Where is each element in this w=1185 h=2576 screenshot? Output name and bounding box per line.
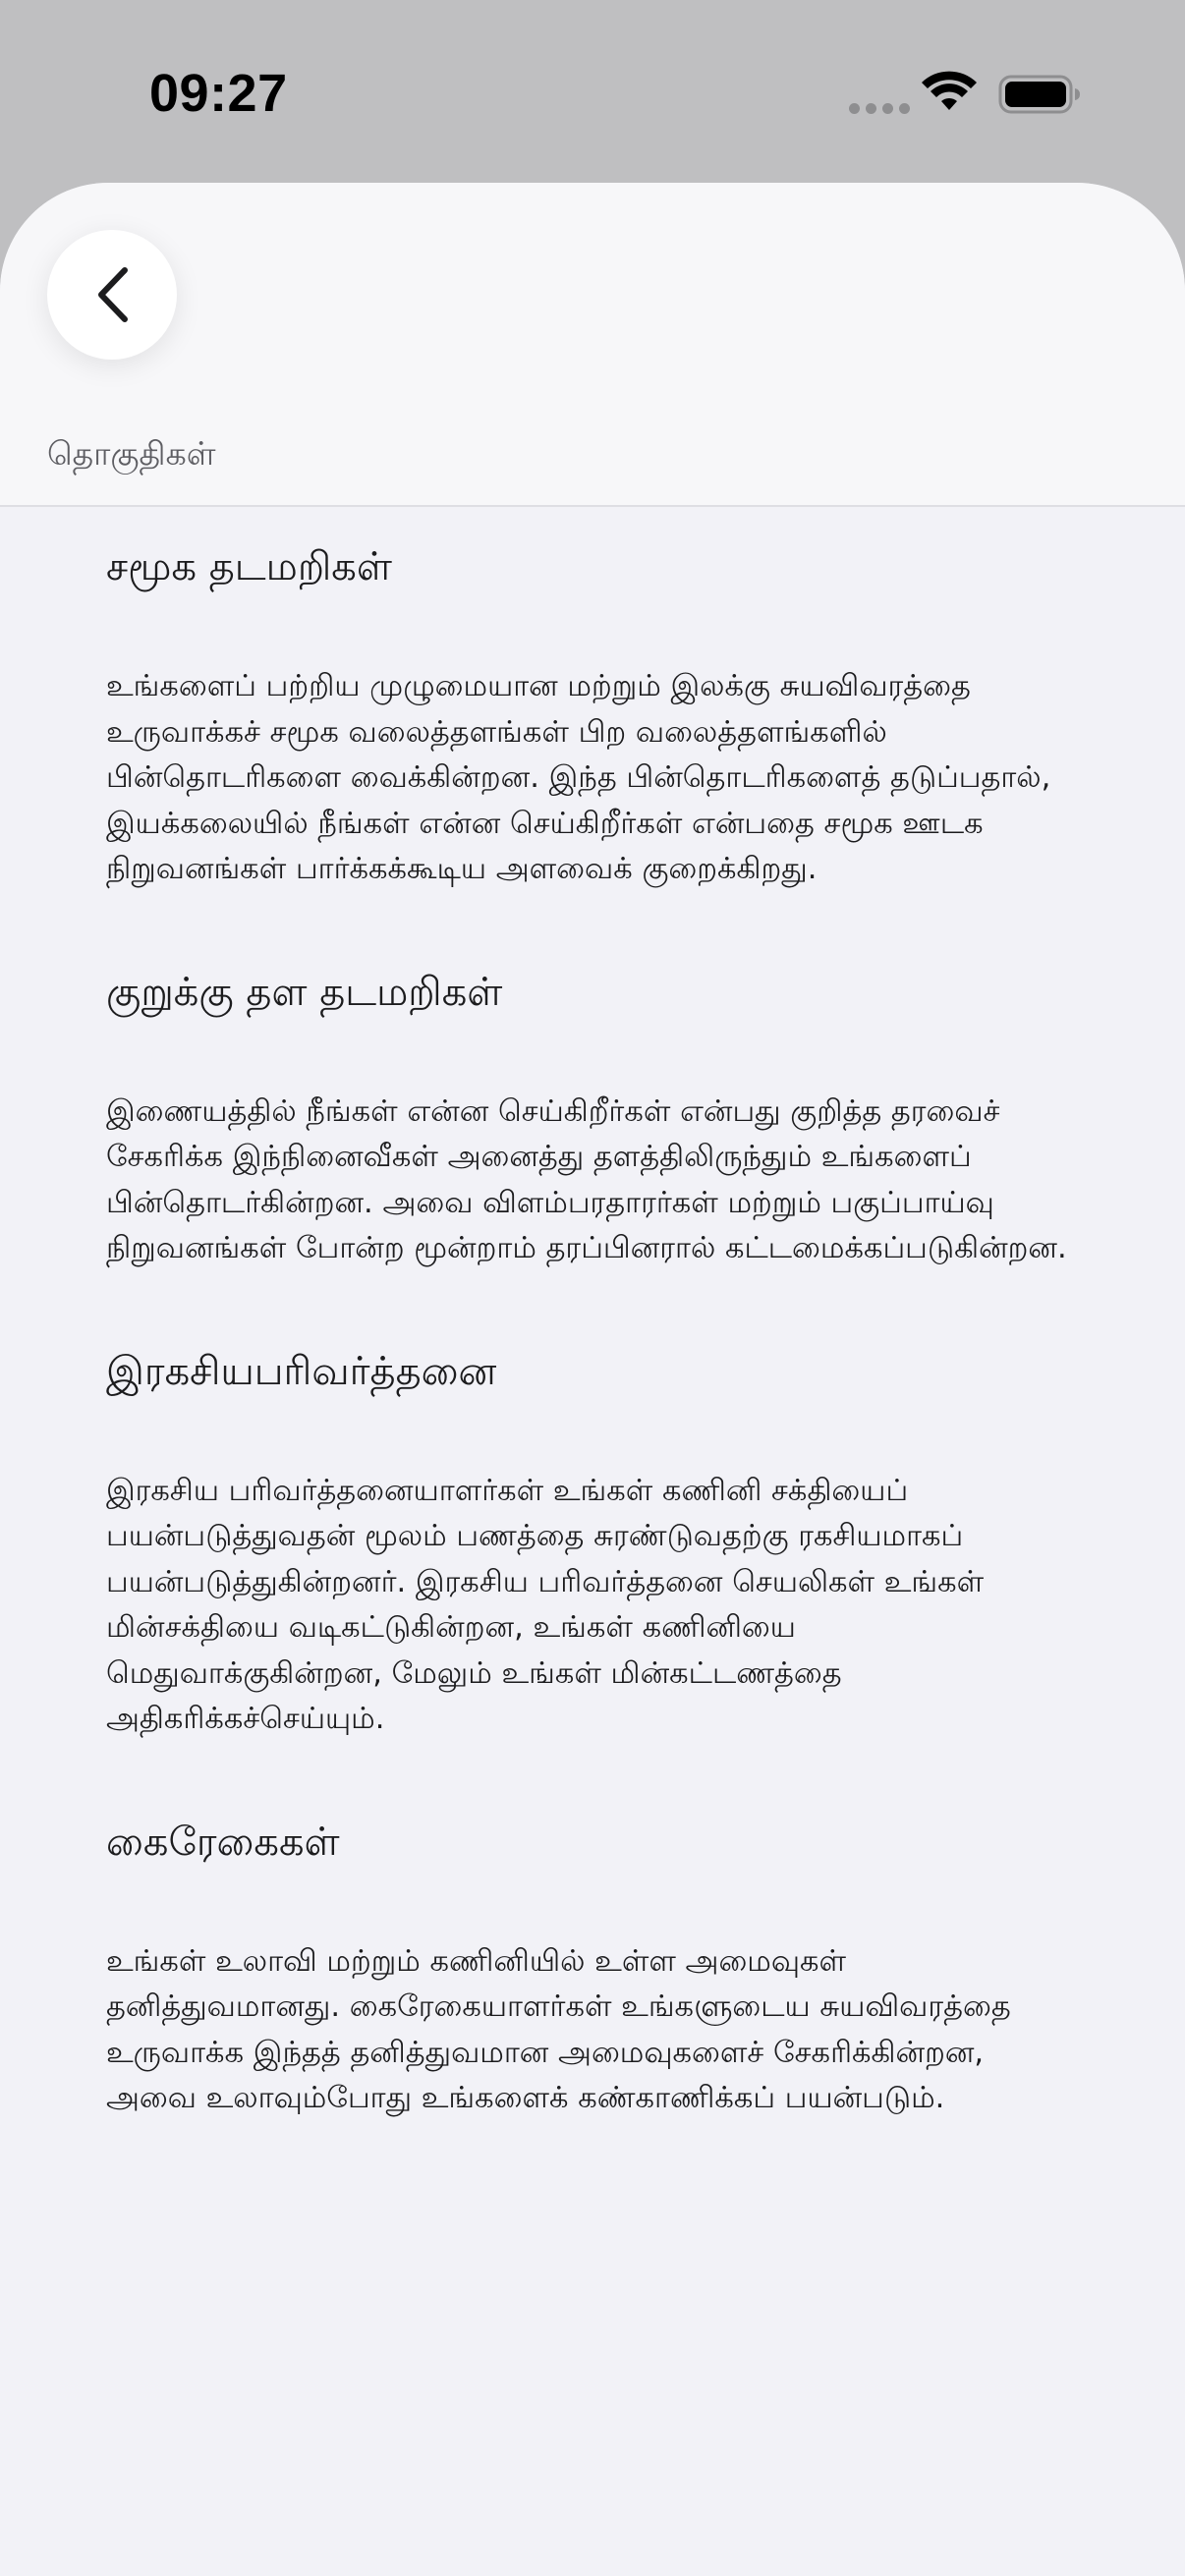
section-social-trackers xyxy=(106,532,1079,893)
battery-icon xyxy=(998,74,1081,115)
sheet-header xyxy=(0,183,1185,507)
section-body: உங்கள் உலாவி மற்றும் கணினியில் உள்ள அமைவுகள் தனித்துவமானது. கைரேகையாளர்கள் உங்களுடைய சுயவிவரத்தை உருவாக்க இந்தத் தனித்துவமான அமைவுகளைச் சேகரிக்கின்றன, அவை உலாவும்போது உங்களைக் கண்காணிக்கப் பயன்படும். xyxy=(106,1943,1011,2115)
wifi-icon xyxy=(922,71,977,114)
section-body: இரகசிய பரிவர்த்தனையாளர்கள் உங்கள் கணினி சக்தியைப் பயன்படுத்துவதன் மூலம் பணத்தை சுரண்டுவதற்கு ரகசியமாகப் பயன்படுத்துகின்றனர். இரகசிய பரிவர்த்தனை செயலிகள் உங்கள் மின்சக்தியை வடிகட்டுகின்றன, உங்கள் கணினியை மெதுவாக்குகின்றன, மேலும் உங்கள் மின்கட்டணத்தை அதிகரிக்கச்செய்யும். xyxy=(106,1473,985,1736)
content-sheet xyxy=(0,183,1185,2576)
section-cross-site-trackers xyxy=(106,958,1079,1272)
section-fingerprinters xyxy=(106,1808,1079,2122)
signal-dots-icon xyxy=(849,103,910,114)
section-body: இணையத்தில் நீங்கள் என்ன செய்கிறீர்கள் என்பது குறித்த தரவைச் சேகரிக்க இந்நினைவீகள் அனைத்து தளத்திலிருந்தும் உங்களைப் பின்தொடர்கின்றன. அவை விளம்பரதாரர்கள் மற்றும் பகுப்பாய்வு நிறுவனங்கள் போன்ற மூன்றாம் தரப்பினரால் கட்டமைக்கப்படுகின்றன. xyxy=(106,1093,1067,1265)
breadcrumb[interactable]: தொகுதிகள் xyxy=(47,434,216,473)
section-title: குறுக்கு தள தடமறிகள் xyxy=(106,969,503,1015)
divider xyxy=(0,505,1185,507)
status-time: 09:27 xyxy=(149,64,288,123)
section-cryptominers xyxy=(106,1337,1079,1743)
content-list xyxy=(106,532,1079,2122)
section-title: கைரேகைகள் xyxy=(106,1819,340,1865)
status-bar xyxy=(0,0,1185,187)
section-title: இரகசியபரிவர்த்தனை xyxy=(106,1348,497,1394)
section-body: உங்களைப் பற்றிய முழுமையான மற்றும் இலக்கு சுயவிவரத்தை உருவாக்கச் சமூக வலைத்தளங்கள் பிற வலைத்தளங்களில் பின்தொடரிகளை வைக்கின்றன. இந்த பின்தொடரிகளைத் தடுப்பதால், இயக்கலையில் நீங்கள் என்ன செய்கிறீர்கள் என்பதை சமூக ஊடக நிறுவனங்கள் பார்க்கக்கூடிய அளவைக் குறைக்கிறது. xyxy=(106,669,1051,886)
chevron-left-icon xyxy=(89,264,135,325)
section-title: சமூக தடமறிகள் xyxy=(106,544,392,589)
back-button[interactable] xyxy=(47,230,177,360)
